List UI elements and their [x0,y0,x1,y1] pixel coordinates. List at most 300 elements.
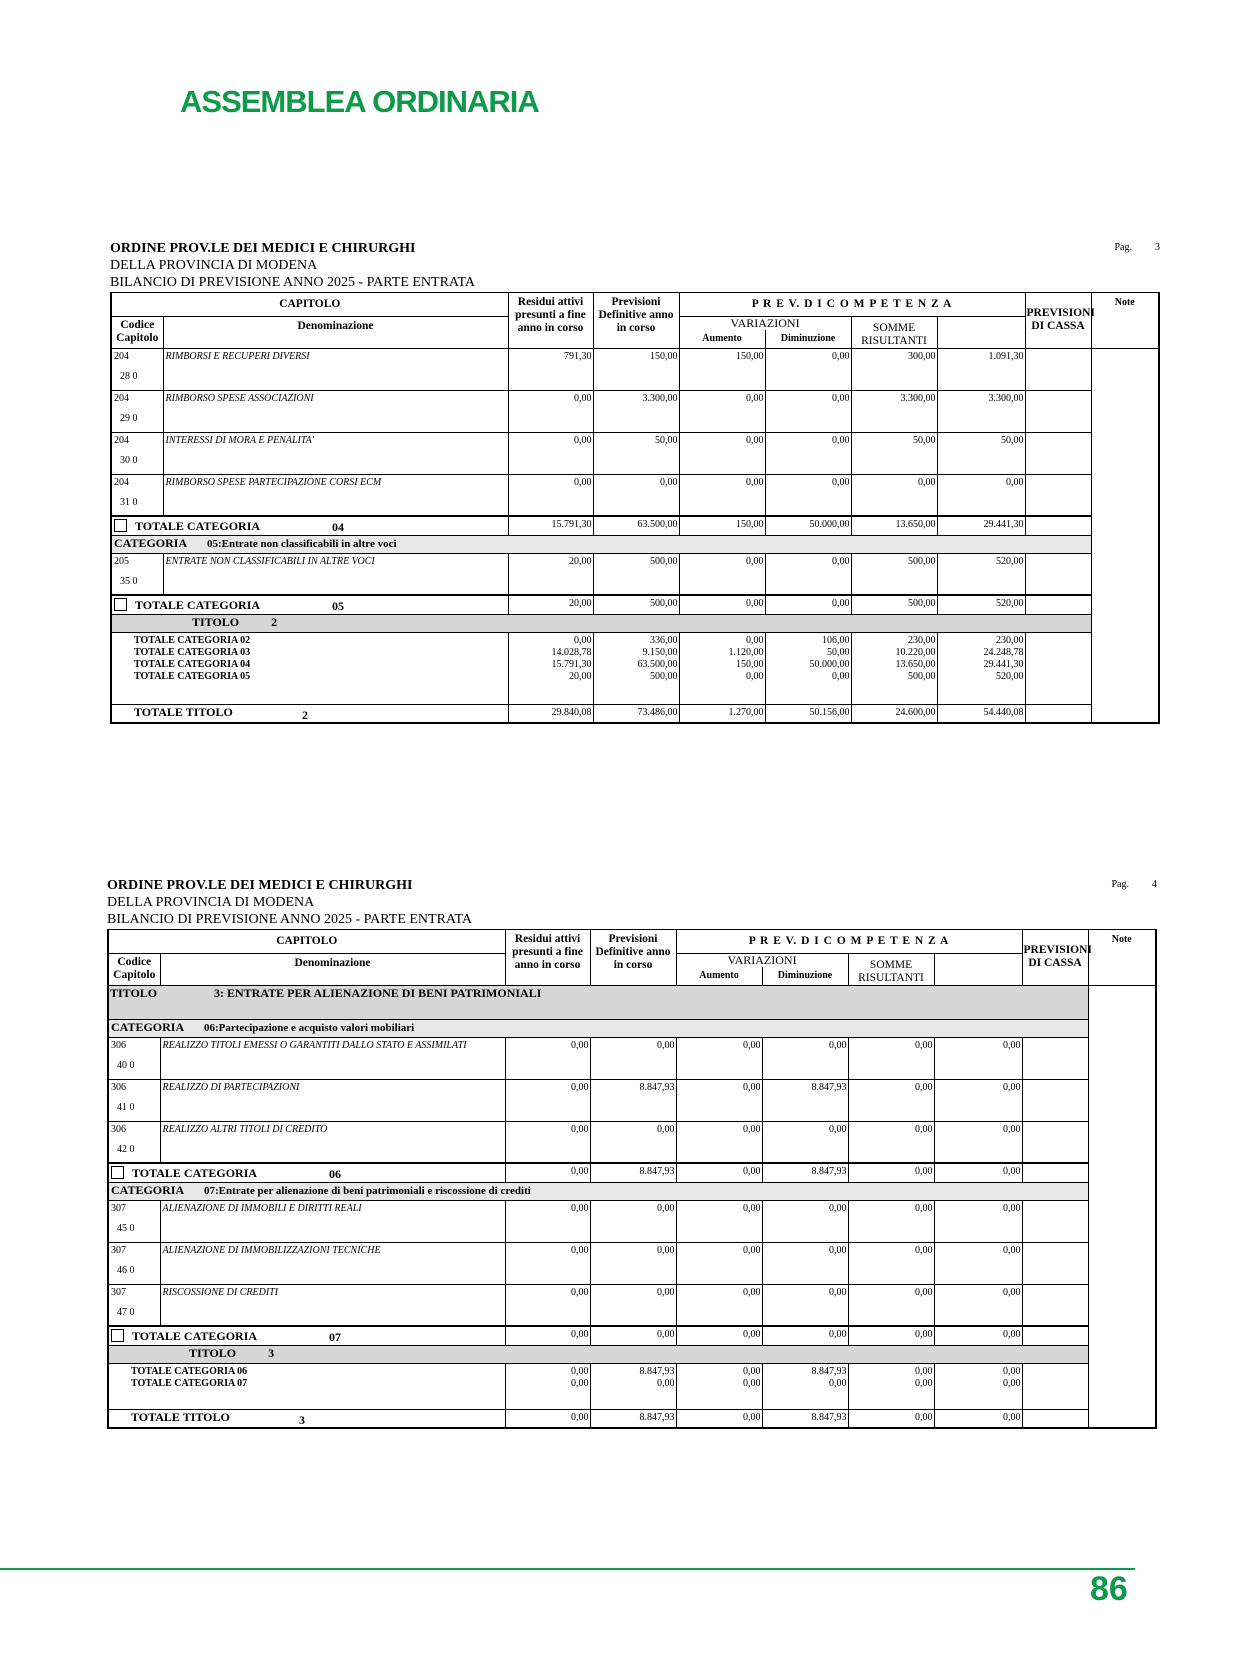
codice-cell [111,390,163,432]
value-cell: 0,00 [934,1284,1022,1326]
previsioni-definitive-header: Previsioni Definitive anno in corso [590,930,676,986]
value-cell: 0,00 [848,1200,934,1242]
summary-value: 15.791,30 [551,658,592,670]
summary-value: 1.120,00 [728,646,764,658]
summary-value: 230,00 [908,634,936,646]
summary-row [111,632,1159,704]
value-cell: 0,00 [676,1242,762,1284]
totale-categoria-row [108,1326,1156,1345]
checkbox-icon [111,1166,124,1179]
total-value-cell: 0,00 [505,1326,590,1345]
value-cell: 0,00 [676,1284,762,1326]
value-cell: 791,30 [508,348,593,390]
codice-value: 204 [114,476,129,488]
page-ref: Pag. 4 [1111,879,1157,890]
total-value-cell: 0,00 [676,1326,762,1345]
summary-value: 230,00 [996,634,1024,646]
categoria-description: :Entrate non classificabili in altre voci [218,537,397,550]
codice-value: 306 [111,1081,126,1093]
value-cell: 0,00 [590,1242,676,1284]
note-cell [1022,1121,1088,1163]
note-cell [1025,348,1091,390]
value-cell: 0,00 [679,553,765,595]
capitolo-header: CAPITOLO [111,293,508,317]
summary-label: TOTALE CATEGORIA 04 [134,658,251,670]
denominazione-header: Denominazione [160,954,505,986]
categoria-description: :Partecipazione e acquisto valori mobiliari [215,1021,415,1034]
titolo-number: 3 [299,1412,305,1427]
summary-value: 8.847,93 [639,1365,675,1377]
capitolo-value: 45 0 [117,1222,135,1234]
totale-categoria-text: TOTALE CATEGORIA [132,1329,258,1343]
codice-cell [108,1079,160,1121]
categoria-label: CATEGORIA [111,1182,185,1197]
capitolo-value: 40 0 [117,1059,135,1071]
header-province: DELLA PROVINCIA DI MODENA [107,895,315,910]
value-cell: 0,00 [762,1200,848,1242]
codice-value: 204 [114,392,129,404]
categoria-number: 05 [332,599,344,613]
budget-sheet-page-3 [110,240,1160,724]
note-cell [1022,1079,1088,1121]
budget-table [107,929,1157,1429]
totale-titolo-text: TOTALE TITOLO [131,1409,230,1424]
summary-value: 8.847,93 [811,1365,847,1377]
header-row [108,930,1156,954]
totale-titolo-row [108,1409,1156,1428]
summary-value-cell [508,632,593,704]
categoria-number: 07 [204,1184,215,1197]
capitolo-row [111,474,1159,516]
categoria-number: 07 [329,1330,341,1344]
note-header: Note [1091,293,1159,349]
value-cell: 0,00 [679,390,765,432]
variazioni-header: VARIAZIONI [676,954,848,968]
note-cell [1022,1326,1088,1345]
somme-risultanti-header: SOMME RISULTANTI [848,954,934,986]
summary-value: 106,00 [822,634,850,646]
denominazione-cell: RIMBORSI E RECUPERI DIVERSI [163,348,508,390]
note-cell [1025,390,1091,432]
value-cell: 150,00 [593,348,679,390]
summary-value-cell [590,1363,676,1409]
value-cell: 0,00 [765,348,851,390]
categoria-label: CATEGORIA [111,1019,185,1034]
denominazione-cell: REALIZZO DI PARTECIPAZIONI [160,1079,505,1121]
residui-header: Residui attivi presunti a fine anno in corso [508,293,593,349]
summary-value-cell [679,632,765,704]
codice-cell [111,474,163,516]
capitolo-value: 46 0 [117,1264,135,1276]
total-value-cell: 50.000,00 [765,516,851,535]
capitolo-row [108,1037,1156,1079]
total-value-cell: 29.441,30 [937,516,1025,535]
value-cell: 0,00 [762,1284,848,1326]
header-budget: BILANCIO DI PREVISIONE ANNO 2025 - PARTE ENTRATA [110,275,476,290]
checkbox-icon [114,598,127,611]
total-value-cell: 0,00 [848,1326,934,1345]
note-cell [1022,1363,1088,1409]
codice-cell [108,1037,160,1079]
summary-value-cell [505,1363,590,1409]
denominazione-cell: INTERESSI DI MORA E PENALITA' [163,432,508,474]
value-cell: 3.300,00 [851,390,937,432]
capitolo-row [111,348,1159,390]
value-cell: 150,00 [679,348,765,390]
total-value-cell: 0,00 [765,595,851,614]
diminuzione-header: Diminuzione [762,967,848,985]
capitolo-value: 41 0 [117,1101,135,1113]
totale-categoria-label [108,1326,505,1345]
value-cell: 0,00 [848,1284,934,1326]
totale-categoria-text: TOTALE CATEGORIA [135,598,261,612]
value-cell: 0,00 [765,553,851,595]
summary-value: 63.500,00 [637,658,678,670]
summary-value: 29.441,30 [983,658,1024,670]
codice-cell [111,432,163,474]
value-cell: 50,00 [851,432,937,474]
summary-value-cell [848,1363,934,1409]
totale-categoria-label [111,595,508,614]
codice-label: Codice [117,956,152,969]
value-cell: 20,00 [508,553,593,595]
totale-titolo-text: TOTALE TITOLO [134,704,233,719]
previsioni-cassa-header: PREVISIONI DI CASSA [1025,293,1091,349]
value-cell: 50,00 [937,432,1025,474]
summary-value: 500,00 [650,670,678,682]
value-cell: 0,00 [590,1284,676,1326]
aumento-header: Aumento [679,330,765,348]
totale-titolo-label [108,1409,505,1428]
diminuzione-header: Diminuzione [765,330,851,348]
value-cell: 0,00 [676,1121,762,1163]
total-value-cell: 500,00 [851,595,937,614]
total-value-cell: 1.270,00 [679,704,765,723]
value-cell: 520,00 [937,553,1025,595]
total-value-cell: 0,00 [590,1326,676,1345]
page-title: ASSEMBLEA ORDINARIA [180,84,539,119]
value-cell: 0,00 [934,1121,1022,1163]
total-value-cell: 8.847,93 [762,1409,848,1428]
value-cell: 0,00 [676,1200,762,1242]
total-value-cell: 29.840,08 [508,704,593,723]
previsioni-definitive-header: Previsioni Definitive anno in corso [593,293,679,349]
capitolo-row [108,1200,1156,1242]
summary-value-cell [937,632,1025,704]
titolo-heading-row [108,985,1156,1019]
denominazione-cell: REALIZZO ALTRI TITOLI DI CREDITO [160,1121,505,1163]
denominazione-cell: ALIENAZIONE DI IMMOBILIZZAZIONI TECNICHE [160,1242,505,1284]
note-cell [1025,474,1091,516]
totale-categoria-label [111,516,508,535]
summary-value: 0,00 [571,1365,589,1377]
value-cell: 0,00 [848,1079,934,1121]
capitolo-row [108,1079,1156,1121]
totale-categoria-row [111,595,1159,614]
denominazione-cell: RIMBORSO SPESE PARTECIPAZIONE CORSI ECM [163,474,508,516]
codice-cell [111,348,163,390]
summary-label: TOTALE CATEGORIA 07 [131,1377,248,1389]
summary-value: 0,00 [832,670,850,682]
codice-cell [108,1242,160,1284]
value-cell: 0,00 [679,432,765,474]
total-value-cell: 54.440,08 [937,704,1025,723]
titolo-cell [111,614,1091,632]
note-cell [1025,516,1091,535]
previsioni-cassa-header: PREVISIONI DI CASSA [1022,930,1088,986]
categoria-row [108,1182,1156,1200]
total-value-cell: 0,00 [676,1409,762,1428]
titolo-number: 3 [214,985,220,1000]
denominazione-cell: RISCOSSIONE DI CREDITI [160,1284,505,1326]
value-cell: 300,00 [851,348,937,390]
summary-labels [111,632,508,704]
value-cell: 0,00 [505,1200,590,1242]
totale-titolo-label [111,704,508,723]
page-ref-number: 4 [1152,879,1157,890]
note-cell [1022,1037,1088,1079]
value-cell: 0,00 [505,1037,590,1079]
codice-value: 307 [111,1244,126,1256]
total-value-cell: 24.600,00 [851,704,937,723]
budget-table [110,292,1160,724]
denominazione-header: Denominazione [163,317,508,349]
titolo-heading-cell [108,985,1088,1019]
total-value-cell: 0,00 [848,1163,934,1182]
value-cell: 0,00 [848,1121,934,1163]
codice-value: 204 [114,350,129,362]
value-cell: 0,00 [934,1242,1022,1284]
residui-header: Residui attivi presunti a fine anno in corso [505,930,590,986]
summary-label: TOTALE CATEGORIA 06 [131,1365,248,1377]
total-value-cell: 150,00 [679,516,765,535]
header-row [111,293,1159,317]
value-cell: 0,00 [593,474,679,516]
summary-value-cell [676,1363,762,1409]
total-value-cell: 0,00 [679,595,765,614]
summary-row [108,1363,1156,1409]
codice-capitolo-header [108,954,160,986]
codice-value: 306 [111,1039,126,1051]
categoria-description: :Entrate per alienazione di beni patrimoniali e riscossione di crediti [215,1184,531,1197]
total-value-cell: 0,00 [934,1409,1022,1428]
summary-value: 0,00 [657,1377,675,1389]
aumento-header: Aumento [676,967,762,985]
note-cell [1025,432,1091,474]
categoria-number: 05 [207,537,218,550]
categoria-label: CATEGORIA [114,535,188,550]
codice-cell [111,553,163,595]
summary-value: 50.000,00 [809,658,850,670]
capitolo-value: 31 0 [120,496,138,508]
summary-value-cell [765,632,851,704]
total-value-cell: 0,00 [934,1326,1022,1345]
header-province: DELLA PROVINCIA DI MODENA [110,258,318,273]
summary-value: 336,00 [650,634,678,646]
capitolo-value: 35 0 [120,575,138,587]
denominazione-cell: ENTRATE NON CLASSIFICABILI IN ALTRE VOCI [163,553,508,595]
summary-value: 0,00 [915,1377,933,1389]
checkbox-icon [114,519,127,532]
header-org: ORDINE PROV.LE DEI MEDICI E CHIRURGHI [107,878,413,893]
value-cell: 0,00 [590,1200,676,1242]
footer-divider [0,1568,1135,1570]
titolo-number: 2 [271,614,278,629]
total-value-cell: 20,00 [508,595,593,614]
capitolo-value: 47 0 [117,1306,135,1318]
value-cell: 0,00 [676,1079,762,1121]
summary-value: 0,00 [743,1377,761,1389]
total-value-cell: 0,00 [848,1409,934,1428]
categoria-row [111,535,1159,553]
value-cell: 50,00 [593,432,679,474]
summary-value: 0,00 [829,1377,847,1389]
capitolo-row [108,1121,1156,1163]
summary-value: 0,00 [746,634,764,646]
value-cell: 0,00 [676,1037,762,1079]
summary-value: 0,00 [743,1365,761,1377]
note-cell [1025,704,1091,723]
page-number: 86 [1090,1570,1128,1608]
denominazione-cell: RIMBORSO SPESE ASSOCIAZIONI [163,390,508,432]
value-cell: 1.091,30 [937,348,1025,390]
categoria-row [108,1019,1156,1037]
codice-value: 307 [111,1202,126,1214]
summary-value: 9.150,00 [642,646,678,658]
summary-label: TOTALE CATEGORIA 02 [134,634,251,646]
value-cell: 3.300,00 [937,390,1025,432]
total-value-cell: 0,00 [505,1409,590,1428]
header-budget: BILANCIO DI PREVISIONE ANNO 2025 - PARTE ENTRATA [107,912,473,927]
codice-cell [108,1200,160,1242]
value-cell: 0,00 [765,432,851,474]
summary-value: 0,00 [1003,1377,1021,1389]
summary-value: 10.220,00 [895,646,936,658]
codice-cell [108,1121,160,1163]
prev-competenza-header: P R E V. D I C O M P E T E N Z A [676,930,1022,954]
summary-value: 500,00 [908,670,936,682]
total-value-cell: 13.650,00 [851,516,937,535]
somme-risultanti-header: SOMME RISULTANTI [851,317,937,349]
categoria-number: 06 [329,1167,341,1181]
total-value-cell: 0,00 [505,1163,590,1182]
summary-value-cell [851,632,937,704]
value-cell: 0,00 [765,390,851,432]
denominazione-cell: REALIZZO TITOLI EMESSI O GARANTITI DALLO STATO E ASSIMILATI [160,1037,505,1079]
value-cell: 0,00 [851,474,937,516]
value-cell: 0,00 [762,1037,848,1079]
totale-titolo-row [111,704,1159,723]
total-value-cell: 8.847,93 [590,1409,676,1428]
checkbox-icon [111,1329,124,1342]
total-value-cell: 500,00 [593,595,679,614]
header-org: ORDINE PROV.LE DEI MEDICI E CHIRURGHI [110,241,416,256]
totale-categoria-row [111,516,1159,535]
titolo-number: 2 [302,707,308,722]
categoria-number: 06 [204,1021,215,1034]
categoria-number: 04 [332,520,344,534]
total-value-cell: 8.847,93 [590,1163,676,1182]
summary-value-cell [593,632,679,704]
note-cell [1022,1242,1088,1284]
total-value-cell: 73.486,00 [593,704,679,723]
titolo-row [108,1345,1156,1363]
note-cell [1025,595,1091,614]
codice-value: 205 [114,555,129,567]
value-cell: 0,00 [505,1079,590,1121]
value-cell: 0,00 [505,1121,590,1163]
capitolo-label: Capitolo [113,969,156,982]
total-value-cell: 8.847,93 [762,1163,848,1182]
codice-label: Codice [120,319,155,332]
value-cell: 0,00 [508,474,593,516]
summary-value: 13.650,00 [895,658,936,670]
summary-labels [108,1363,505,1409]
summary-value: 50,00 [827,646,850,658]
value-cell: 8.847,93 [762,1079,848,1121]
codice-value: 307 [111,1286,126,1298]
value-cell: 0,00 [679,474,765,516]
capitolo-row [111,553,1159,595]
summary-value: 0,00 [915,1365,933,1377]
value-cell: 0,00 [762,1242,848,1284]
codice-capitolo-header [111,317,163,349]
summary-value: 150,00 [736,658,764,670]
total-value-cell: 520,00 [937,595,1025,614]
value-cell: 0,00 [765,474,851,516]
titolo-number: 3 [268,1345,275,1360]
codice-value: 306 [111,1123,126,1135]
value-cell: 0,00 [505,1242,590,1284]
summary-value: 0,00 [574,634,592,646]
note-cell [1025,632,1091,704]
value-cell: 3.300,00 [593,390,679,432]
total-value-cell: 15.791,30 [508,516,593,535]
capitolo-value: 30 0 [120,454,138,466]
value-cell: 0,00 [934,1200,1022,1242]
totale-categoria-text: TOTALE CATEGORIA [132,1166,258,1180]
categoria-cell [108,1182,1088,1200]
total-value-cell: 0,00 [762,1326,848,1345]
value-cell: 0,00 [848,1242,934,1284]
summary-label: TOTALE CATEGORIA 05 [134,670,251,682]
value-cell: 0,00 [590,1121,676,1163]
total-value-cell: 63.500,00 [593,516,679,535]
codice-value: 204 [114,434,129,446]
denominazione-cell: ALIENAZIONE DI IMMOBILI E DIRITTI REALI [160,1200,505,1242]
value-cell: 0,00 [508,432,593,474]
value-cell: 0,00 [505,1284,590,1326]
value-cell: 0,00 [762,1121,848,1163]
totale-categoria-text: TOTALE CATEGORIA [135,519,261,533]
value-cell: 0,00 [937,474,1025,516]
capitolo-value: 28 0 [120,370,138,382]
codice-cell [108,1284,160,1326]
value-cell: 0,00 [508,390,593,432]
categoria-cell [111,535,1091,553]
page-ref-number: 3 [1155,242,1160,253]
titolo-label: TITOLO [189,1345,237,1360]
note-cell [1022,1200,1088,1242]
summary-value-cell [762,1363,848,1409]
summary-value: 14.028,78 [551,646,592,658]
value-cell: 500,00 [851,553,937,595]
titolo-cell [108,1345,1088,1363]
categoria-cell [108,1019,1088,1037]
summary-value: 24.248,78 [983,646,1024,658]
capitolo-row [108,1284,1156,1326]
note-cell [1022,1284,1088,1326]
